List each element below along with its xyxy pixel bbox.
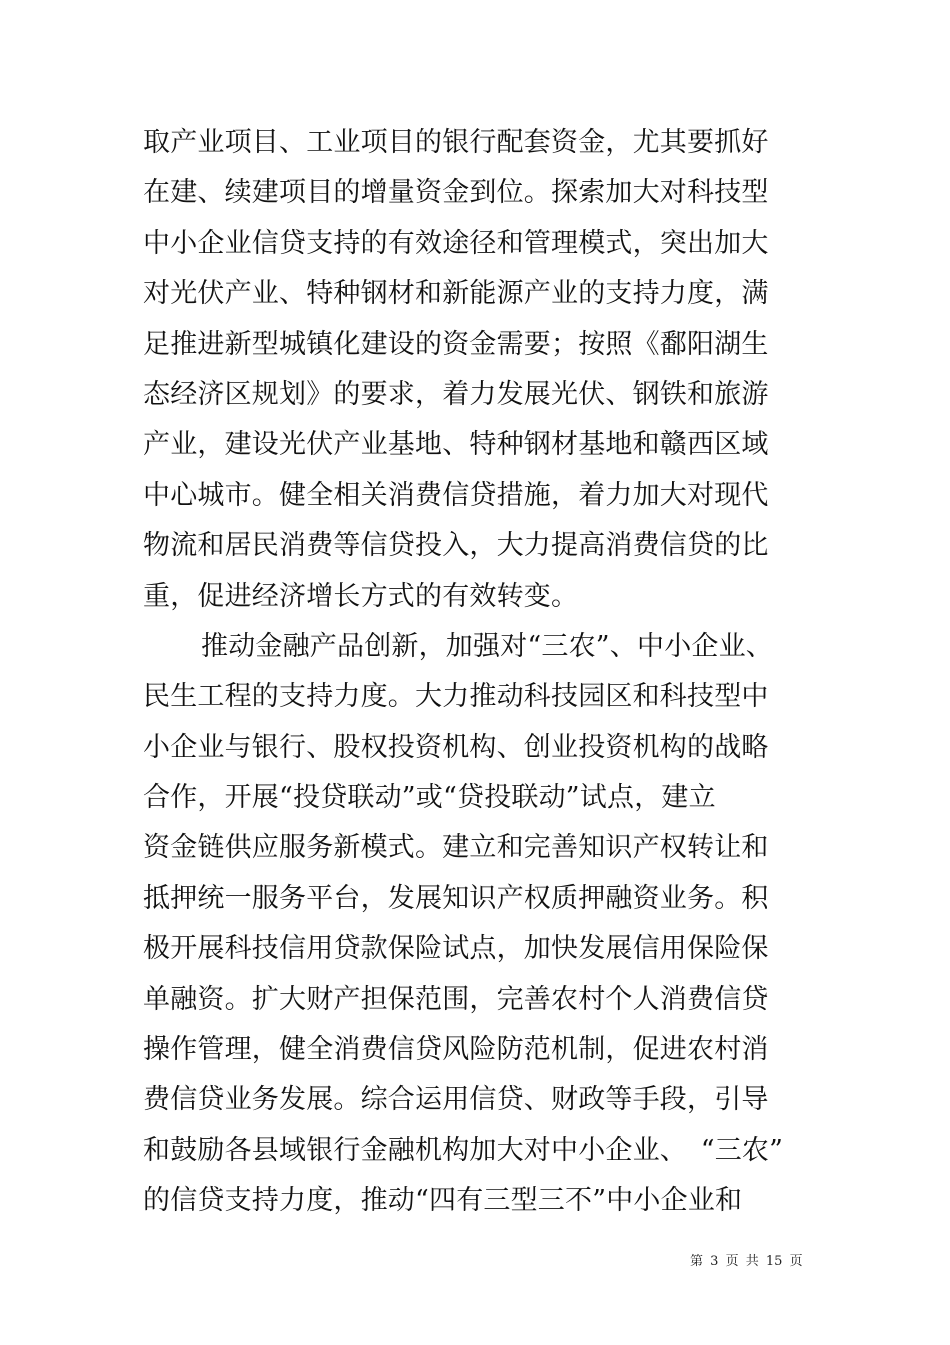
text-line: 的信贷支持力度，推动“四有三型三不”中小企业和 [143,1185,743,1217]
paragraph [143,622,823,1227]
text-line: 极开展科技信用贷款保险试点，加快发展信用保险保 [143,933,769,965]
paragraph [143,118,823,622]
text-line: 推动金融产品创新，加强对“三农”、中小企业、 [201,630,774,662]
text-line: 资金链供应服务新模式。建立和完善知识产权转让和 [143,832,769,864]
text-line: 操作管理，健全消费信贷风险防范机制，促进农村消 [143,1034,769,1066]
text-line: 重，促进经济增长方式的有效转变。 [143,580,579,612]
page-footer [690,1250,820,1269]
text-line: 抵押统一服务平台，发展知识产权质押融资业务。积 [143,882,769,914]
text-line: 取产业项目、工业项目的银行配套资金，尤其要抓好 [143,127,769,158]
footer-current-page: 3 [710,1254,719,1269]
text-line: 足推进新型城镇化建设的资金需要；按照《鄱阳湖生 [143,328,769,360]
footer-total-pages: 15 [765,1254,783,1269]
text-line: 单融资。扩大财产担保范围，完善农村个人消费信贷 [143,983,769,1015]
footer-page-word: 页 [725,1254,739,1269]
footer-prefix: 第 [690,1254,704,1269]
text-line: 对光伏产业、特种钢材和新能源产业的支持力度，满 [143,278,769,310]
text-line: 在建、续建项目的增量资金到位。探索加大对科技型 [143,177,769,209]
text-line: 中心城市。健全相关消费信贷措施，着力加大对现代 [143,479,769,511]
text-line: 小企业与银行、股权投资机构、创业投资机构的战略 [143,731,769,763]
text-line: 产业，建设光伏产业基地、特种钢材基地和赣西区域 [143,429,769,461]
text-line: 费信贷业务发展。综合运用信贷、财政等手段，引导 [143,1084,769,1116]
body-text [143,118,823,1227]
text-line: 合作，开展“投贷联动”或“贷投联动”试点，建立 [143,782,716,814]
footer-suffix: 页 [789,1254,803,1269]
text-line: 物流和居民消费等信贷投入，大力提高消费信贷的比 [143,530,769,562]
footer-total-word: 共 [745,1254,759,1269]
text-line: 民生工程的支持力度。大力推动科技园区和科技型中 [143,681,769,713]
text-line: 态经济区规划》的要求，着力发展光伏、钢铁和旅游 [143,378,769,410]
text-line: 中小企业信贷支持的有效途径和管理模式，突出加大 [143,227,769,259]
text-line: 和鼓励各县域银行金融机构加大对中小企业、 “三农” [143,1134,784,1166]
